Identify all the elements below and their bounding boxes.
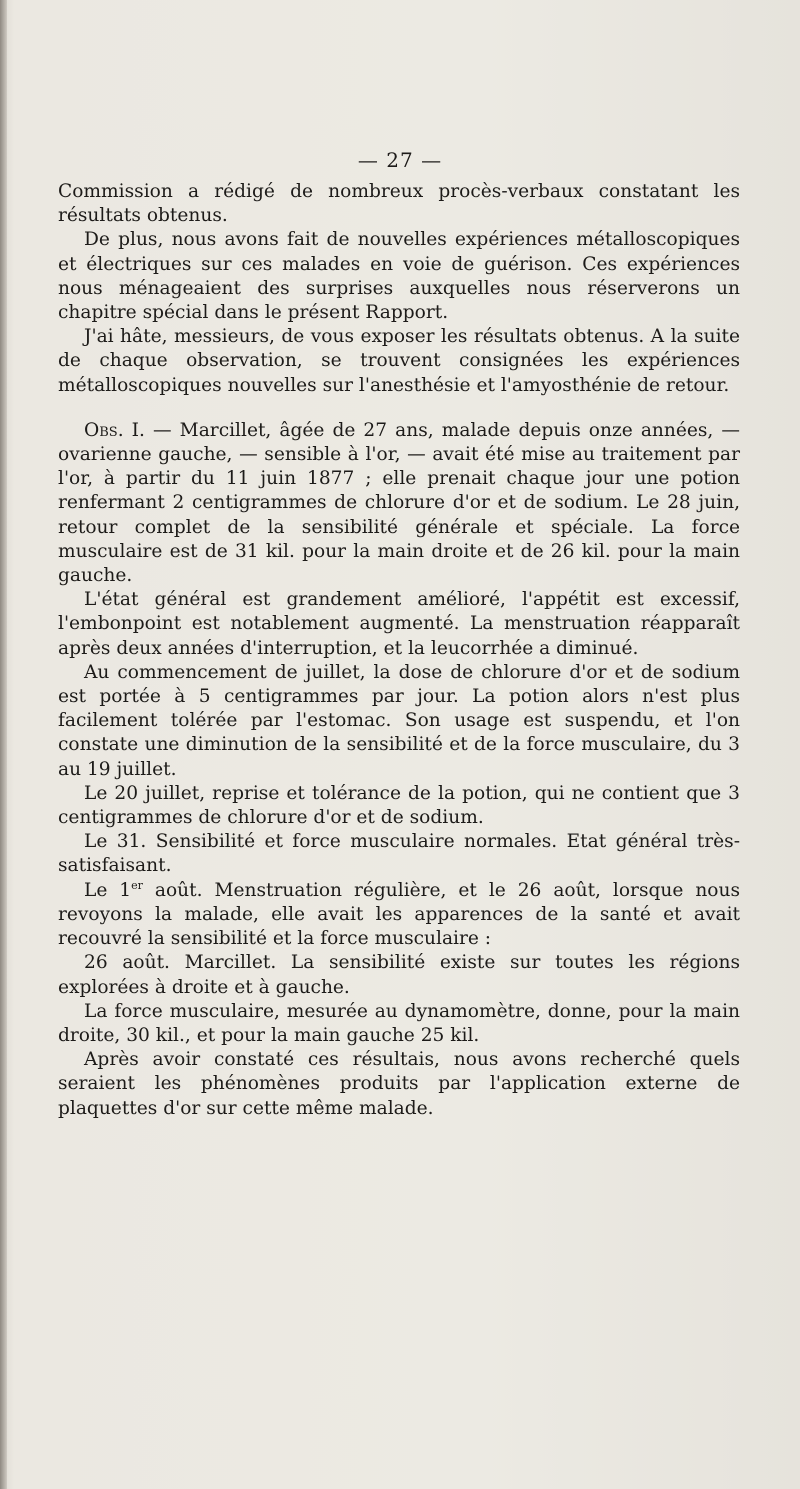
paragraph: De plus, nous avons fait de nouvelles expériences métalloscopiques et électriques sur ces malades en voie de guérison. Ces expériences nous ménageaient des surprises auxquelles nous réserverons un chapitre spécial dans le présent Rapport. [58,229,740,324]
page-number: — 27 — [357,148,443,172]
observation-label: Obs. I. [84,419,145,441]
paragraph: 26 août. Marcillet. La sensibilité existe sur toutes les régions explorées à droite et à gauche. [58,952,740,998]
paragraph: Commission a rédigé de nombreux procès-verbaux constatant les résultats obtenus. [58,181,740,227]
paragraph: Le 31. Sensibilité et force musculaire normales. Etat général très-satisfaisant. [58,831,740,877]
page-binding-edge [0,0,7,1489]
date-prefix: Le 1 [84,879,132,901]
paragraph: L'état général est grandement amélioré, l'appétit est excessif, l'embonpoint est notablement augmenté. La menstruation réapparaît après deux années d'interruption, et la leucorrhée a diminué. [58,589,740,659]
paragraph: Après avoir constaté ces résultais, nous avons recherché quels seraient les phénomènes produits par l'application externe de plaquettes d'or sur cette même malade. [58,1049,740,1119]
observation-intro: — Marcillet, âgée de 27 ans, malade depuis onze années, — ovarienne gauche, — sensible à l'or, — avait été mise au traitement par l'or, à partir du 11 juin 1877 ; elle prenait chaque jour une potion renfermant 2 centigrammes de chlorure d'or et de sodium. Le 28 juin, retour complet de la sensibilité générale et spéciale. La force musculaire est de 31 kil. pour la main droite et de 26 kil. pour la main gauche. [58,419,740,587]
ordinal-superscript: er [131,878,143,892]
paragraph: Au commencement de juillet, la dose de chlorure d'or et de sodium est portée à 5 centigrammes par jour. La potion alors n'est plus facilement tolérée par l'estomac. Son usage est suspendu, et l'on constate une diminution de la sensibilité et de la force musculaire, du 3 au 19 juillet. [58,661,740,780]
body-text [58,180,740,1121]
date-rest: août. Menstruation régulière, et le 26 août, lorsque nous revoyons la malade, elle avait les apparences de la santé et avait recouvré la sensibilité et la force musculaire : [58,879,741,950]
paragraph: Le 20 juillet, reprise et tolérance de la potion, qui ne contient que 3 centigrammes de chlorure d'or et de sodium. [58,782,740,829]
observation-heading-paragraph [58,419,740,588]
paragraph-august [58,879,740,952]
section-gap [58,398,740,419]
paragraph: La force musculaire, mesurée au dynamomètre, donne, pour la main droite, 30 kil., et pour la main gauche 25 kil. [58,1000,740,1046]
paragraph: J'ai hâte, messieurs, de vous exposer les résultats obtenus. A la suite de chaque observation, se trouvent consignées les expériences métalloscopiques nouvelles sur l'anesthésie et l'amyosthénie de retour. [58,326,740,396]
